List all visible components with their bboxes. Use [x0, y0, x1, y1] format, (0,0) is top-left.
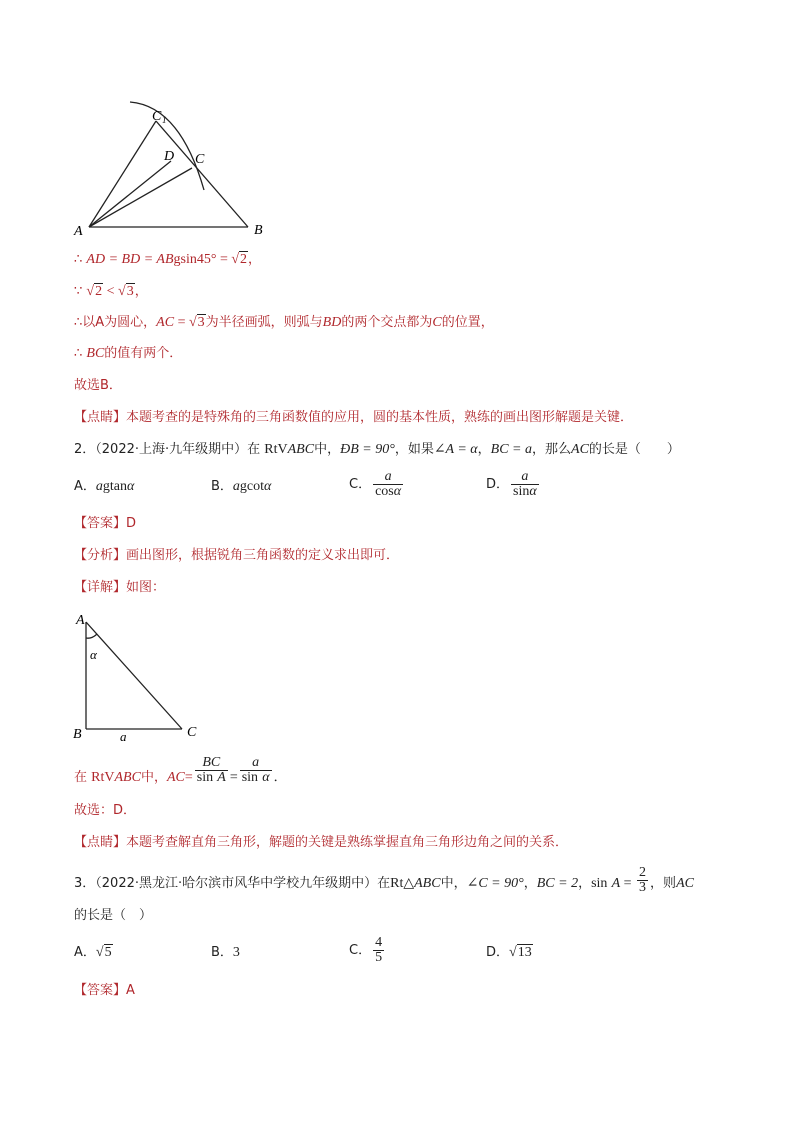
- question-3-line-2: 的长是（ ）: [74, 908, 153, 923]
- sqrt-2b: √2: [86, 284, 103, 299]
- q3-option-b[interactable]: B．3: [211, 945, 240, 960]
- fig1-segment-ad: [89, 161, 171, 227]
- comment-2: 【点睛】本题考查解直角三角形，解题的关键是熟练掌握直角三角形边角之间的关系．: [74, 835, 569, 850]
- sin-fn: sin: [180, 252, 197, 267]
- solution-line-1: ∴ AD = BD = ABgsin45° = √2，: [74, 252, 262, 267]
- figure-2-right-triangle: [68, 608, 208, 743]
- question-3: 3．（2022·黑龙江·哈尔滨市风华中学校九年级期中）在Rt△ABC中，∠C = 90°，BC = 2，sin A = $\frac{2}{3}$ ，则AC: [74, 865, 694, 895]
- answer-1: 故选B．: [74, 378, 122, 393]
- q3-option-c[interactable]: C． $\frac{4}{5}$: [349, 935, 383, 965]
- dot-op: g: [173, 252, 181, 267]
- solution-line-4: ∴ BC的值有两个．: [74, 346, 183, 361]
- fig1-label-a: A: [74, 224, 83, 239]
- detail-2: 【详解】如图：: [74, 580, 166, 595]
- fig2-label-a-side: a: [120, 729, 127, 743]
- expr-ad-bd-ab: AD = BD = AB: [86, 252, 174, 267]
- figure-1-arc-diagram: [68, 98, 278, 243]
- q2-option-b[interactable]: B．agcotα: [211, 479, 272, 494]
- fig1-label-c1-sub: 1: [162, 115, 167, 125]
- solution-line-2: ∵ √2 < √3，: [74, 284, 148, 299]
- answer-2b: 故选：D．: [74, 803, 137, 818]
- fig1-segment-ac: [89, 168, 192, 227]
- deg-45: 45° =: [196, 252, 232, 267]
- q2-option-d[interactable]: D． $\frac{a}{\sin\alpha}$: [486, 469, 537, 499]
- comment-1: 【点睛】本题考查的是特殊角的三角函数值的应用，圆的基本性质，熟练的画出图形解题是关键．: [74, 410, 634, 425]
- fig1-label-c1: C: [152, 109, 162, 124]
- sqrt-3: √3: [118, 284, 134, 299]
- q2-option-a[interactable]: A．agtanα: [74, 479, 135, 494]
- solution-line-3: ∴以A为圆心，AC = √3为半径画弧，则弧与BD的两个交点都为C的位置，: [74, 315, 494, 330]
- because-symbol: ∵: [74, 284, 83, 299]
- fig2-angle-arc: [86, 634, 97, 638]
- answer-2: 【答案】D: [74, 516, 137, 531]
- fig2-label-a: A: [76, 613, 85, 628]
- fig1-label-d: D: [164, 149, 175, 164]
- q3-option-d[interactable]: D．√13: [486, 945, 532, 960]
- solution-line-5: 在 RtVABC中，AC= $\frac{BC}{\text{sin A}}$ = $\frac{a}{\text{sin α}}$ ．: [74, 755, 287, 785]
- fig1-label-c: C: [195, 152, 205, 167]
- fig2-label-b: B: [73, 727, 82, 742]
- fig2-segment-ac: [86, 622, 182, 729]
- analysis-2: 【分析】画出图形，根据锐角三角函数的定义求出即可．: [74, 548, 400, 563]
- fig1-segment-c1b: [156, 121, 248, 227]
- answer-3: 【答案】A: [74, 983, 135, 998]
- fig2-label-alpha: α: [90, 647, 97, 662]
- q3-option-a[interactable]: A．√5: [74, 945, 112, 960]
- question-2: 2．（2022·上海·九年级期中）在 RtVABC中，ÐB = 90°，如果∠A = α，BC = a，那么AC的长是（ ）: [74, 442, 680, 457]
- fig1-segment-ac1: [89, 121, 156, 227]
- therefore-symbol: ∴: [74, 252, 83, 267]
- sqrt-2: √2: [231, 252, 248, 267]
- fig1-label-b: B: [254, 223, 263, 238]
- q2-option-c[interactable]: C． $\frac{a}{\cos\alpha}$: [349, 469, 402, 499]
- fig1-arc: [130, 102, 204, 190]
- fig2-label-c: C: [187, 725, 197, 740]
